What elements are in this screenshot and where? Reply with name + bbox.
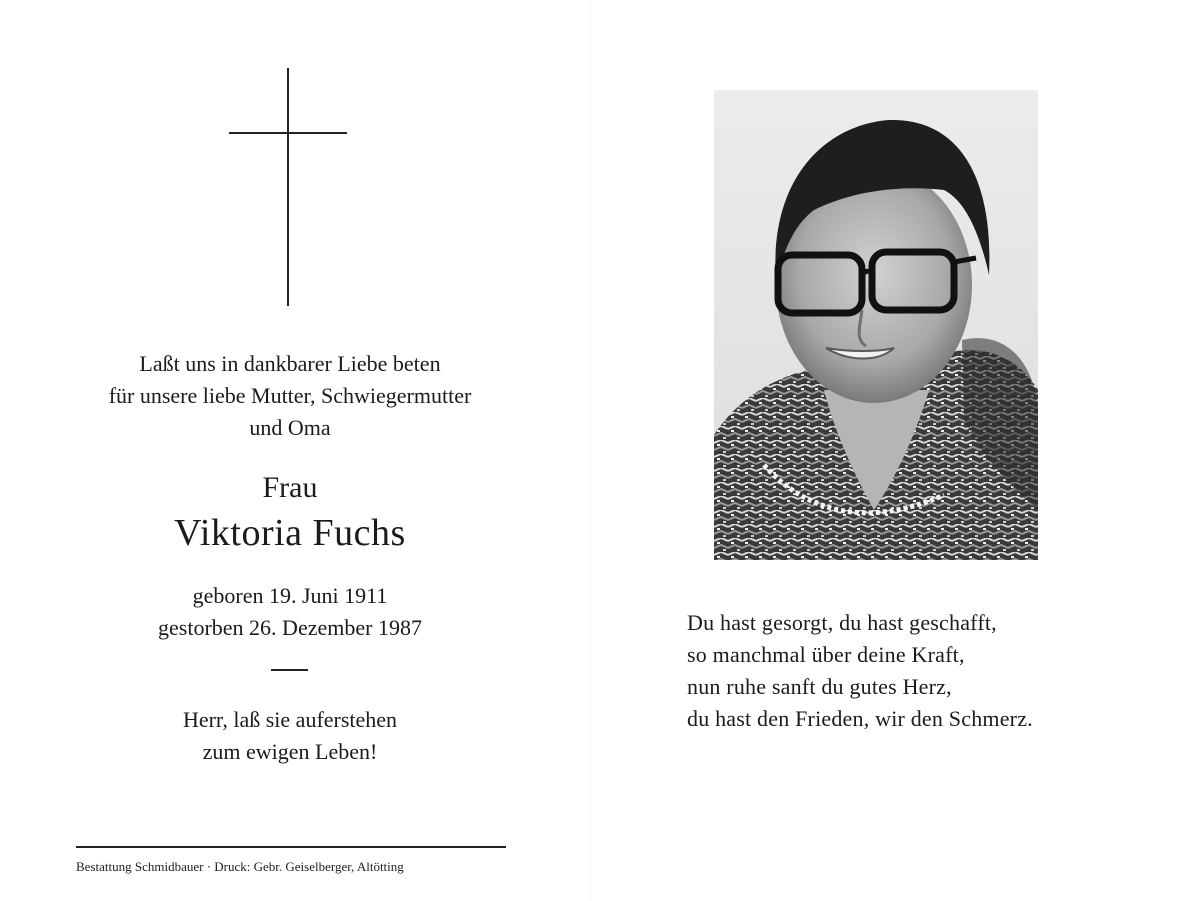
closing-line-1: Herr, laß sie auferstehen (182, 707, 398, 732)
poem-line-4: du hast den Frieden, wir den Schmerz. (687, 706, 1033, 731)
poem-line-3: nun ruhe sanft du gutes Herz, (687, 674, 952, 699)
prayer-line-2: für unsere liebe Mutter, Schwiegermutter (108, 383, 472, 408)
cross-horizontal-bar (229, 132, 347, 134)
portrait-photo (714, 90, 1038, 560)
prayer-text (40, 348, 540, 444)
left-panel (0, 0, 590, 901)
cross-vertical-bar (287, 68, 289, 306)
deceased-title: Frau (262, 471, 318, 504)
divider-short (271, 669, 308, 671)
footer-divider (76, 846, 506, 848)
prayer-line-1: Laßt uns in dankbarer Liebe beten (139, 351, 441, 376)
portrait-illustration (714, 90, 1038, 560)
birth-date: geboren 19. Juni 1911 (192, 583, 388, 608)
closing-line-2: zum ewigen Leben! (202, 739, 378, 764)
deceased-name: Viktoria Fuchs (174, 512, 406, 554)
footer-credits: Bestattung Schmidbauer · Druck: Gebr. Geiselberger, Altötting (76, 859, 404, 874)
closing-prayer (40, 704, 540, 768)
death-date: gestorben 26. Dezember 1987 (158, 615, 422, 640)
cross-icon (229, 68, 347, 306)
poem-line-2: so manchmal über deine Kraft, (687, 642, 965, 667)
prayer-line-3: und Oma (249, 415, 331, 440)
poem-line-1: Du hast gesorgt, du hast geschafft, (687, 610, 997, 635)
life-dates (40, 580, 540, 644)
poem (687, 607, 1127, 735)
